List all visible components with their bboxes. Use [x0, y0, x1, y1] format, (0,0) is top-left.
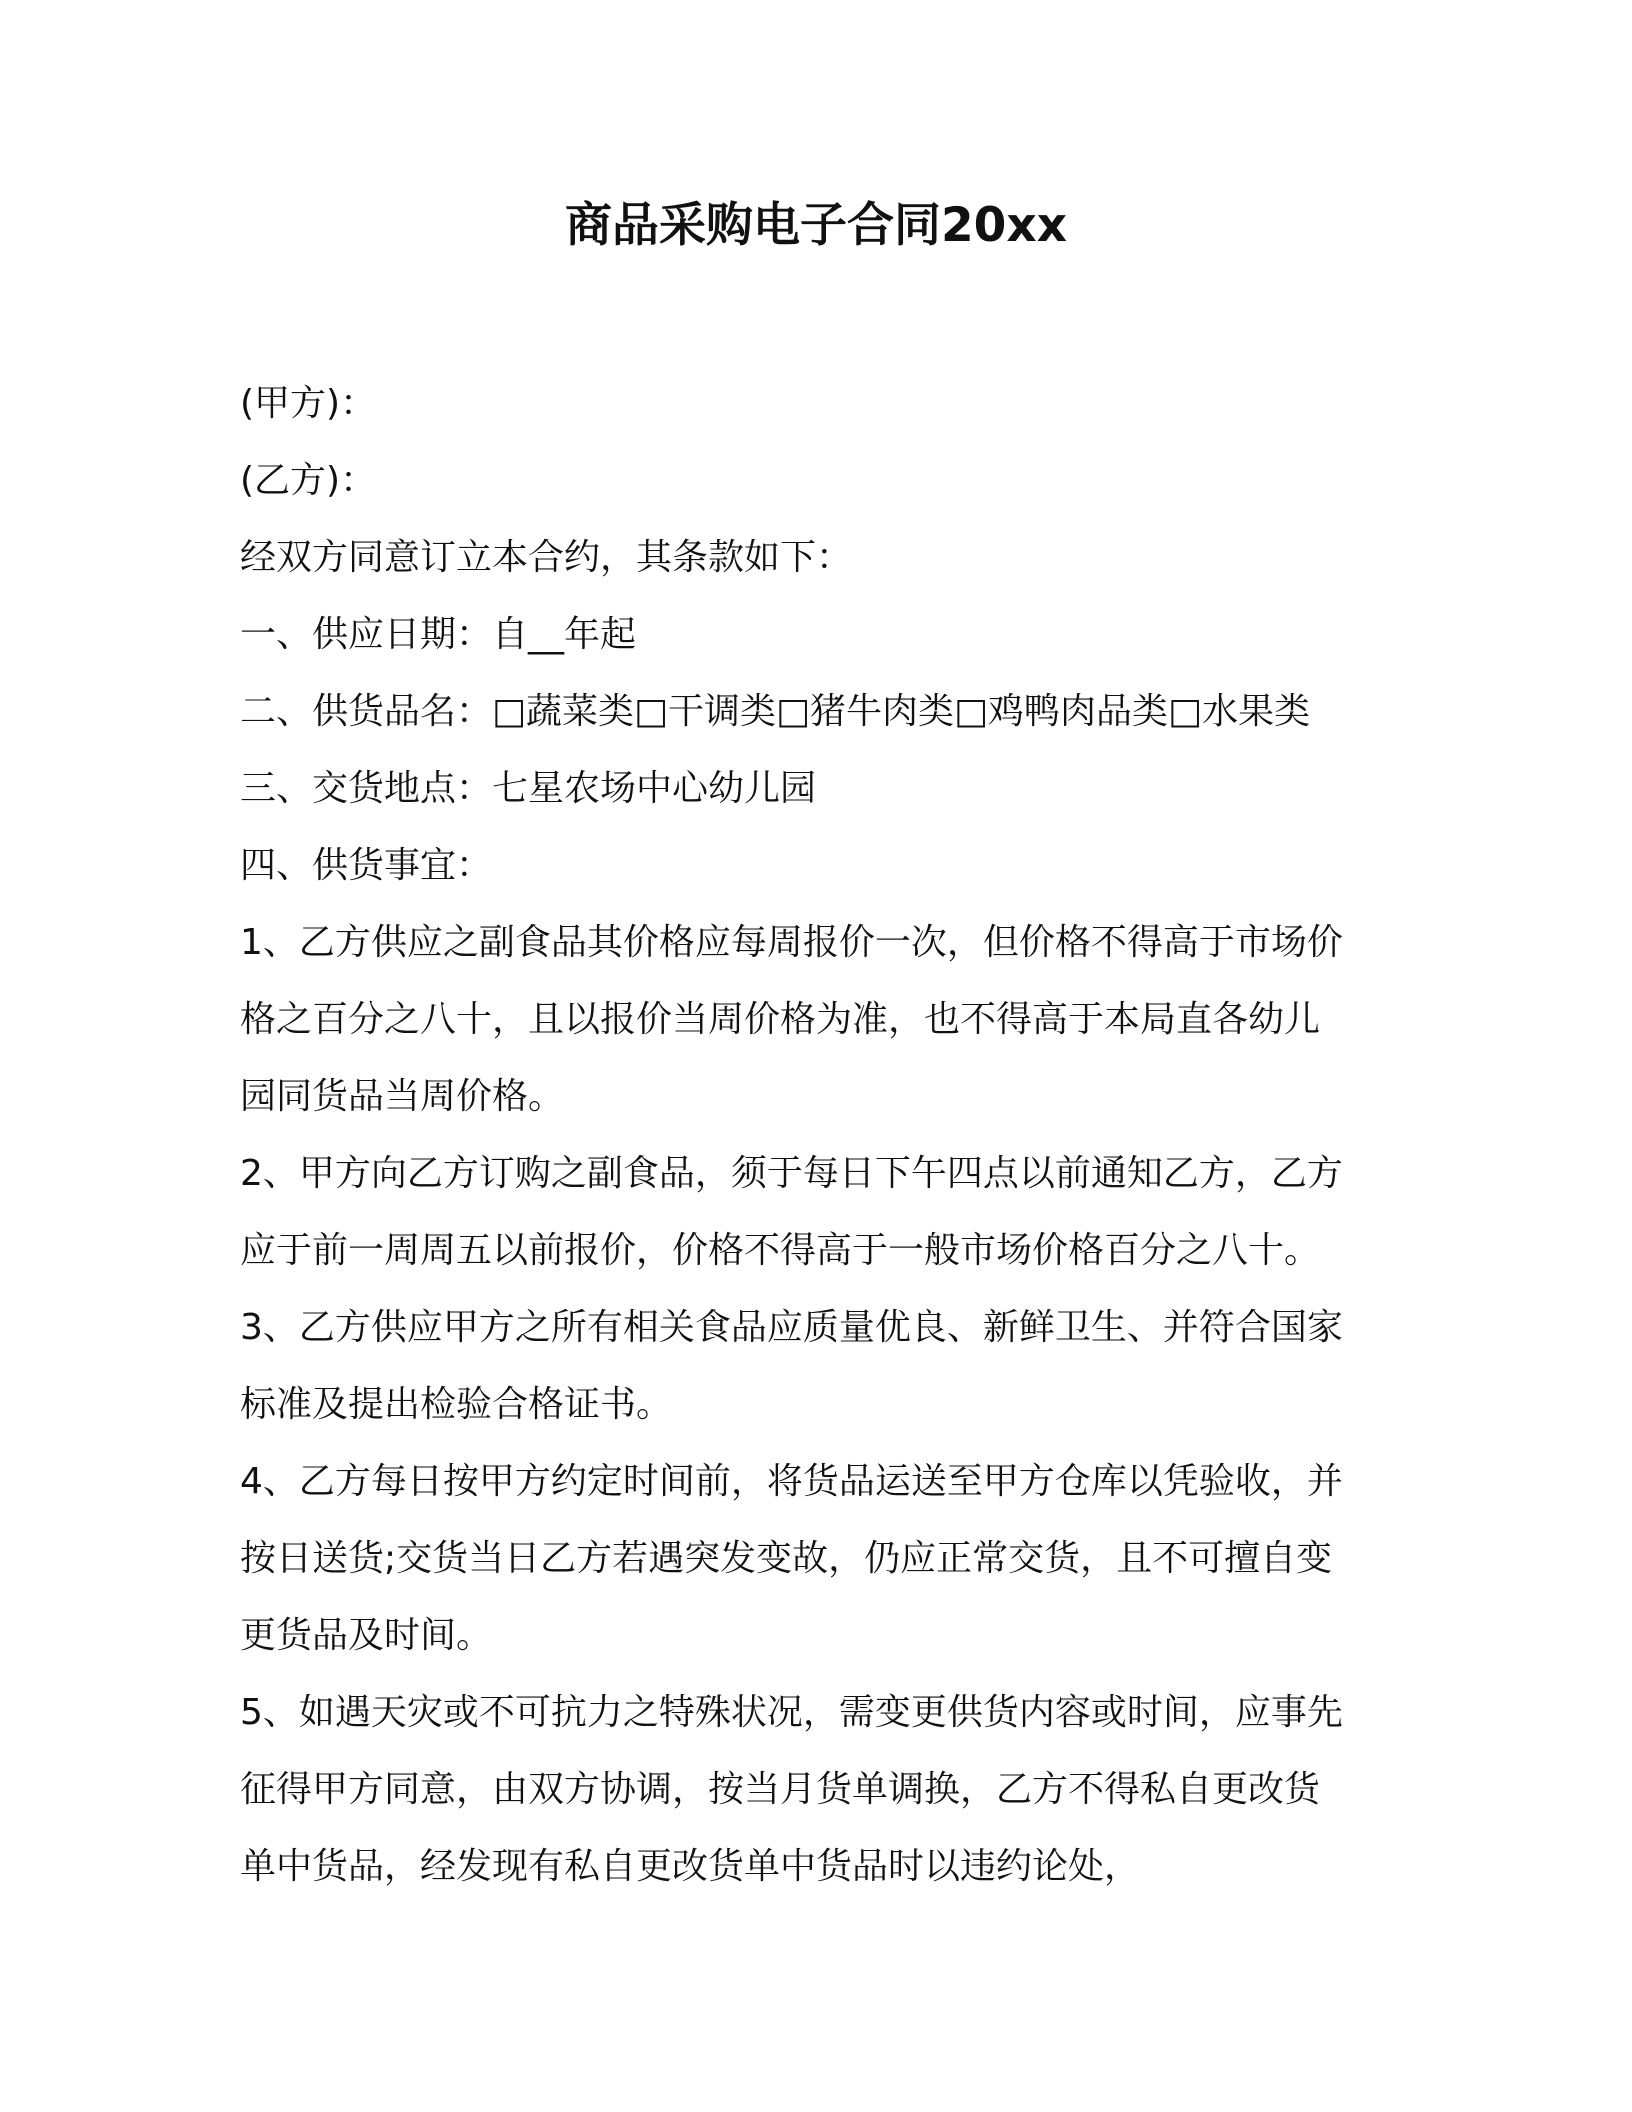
paragraph-line: 按日送货;交货当日乙方若遇突发变故，仍应正常交货，且不可擅自变	[240, 1538, 1333, 1579]
intro-line: 经双方同意订立本合约，其条款如下：	[240, 537, 853, 578]
party-b-line: (乙方)：	[240, 460, 377, 501]
clause-delivery-location: 三、交货地点：七星农场中心幼儿园	[240, 768, 817, 809]
document-body	[240, 365, 1380, 1905]
paragraph-line: 2、甲方向乙方订购之副食品，须于每日下午四点以前通知乙方，乙方	[240, 1153, 1343, 1194]
paragraph-line: 标准及提出检验合格证书。	[240, 1384, 673, 1425]
paragraph-line: 园同货品当周价格。	[240, 1076, 565, 1117]
clause-supply-date: 一、供应日期：自__年起	[240, 614, 637, 655]
paragraph-line: 1、乙方供应之副食品其价格应每周报价一次，但价格不得高于市场价	[240, 922, 1343, 963]
paragraph-line: 更货品及时间。	[240, 1615, 493, 1656]
paragraph-line: 单中货品，经发现有私自更改货单中货品时以违约论处，	[240, 1846, 1141, 1887]
clause-goods-names: 二、供货品名：□蔬菜类□干调类□猪牛肉类□鸡鸭肉品类□水果类	[240, 691, 1311, 732]
paragraph-line: 应于前一周周五以前报价，价格不得高于一般市场价格百分之八十。	[240, 1230, 1321, 1271]
party-a-line: (甲方)：	[240, 383, 377, 424]
paragraph-line: 格之百分之八十，且以报价当周价格为准，也不得高于本局直各幼儿	[240, 999, 1321, 1040]
clause-supply-matters: 四、供货事宜：	[240, 845, 493, 886]
document-title: 商品采购电子合同20xx	[564, 198, 1068, 253]
paragraph-line: 3、乙方供应甲方之所有相关食品应质量优良、新鲜卫生、并符合国家	[240, 1307, 1343, 1348]
paragraph-line: 征得甲方同意，由双方协调，按当月货单调换，乙方不得私自更改货	[240, 1769, 1321, 1810]
paragraph-line: 4、乙方每日按甲方约定时间前，将货品运送至甲方仓库以凭验收，并	[240, 1461, 1343, 1502]
paragraph-line: 5、如遇天灾或不可抗力之特殊状况，需变更供货内容或时间，应事先	[240, 1692, 1343, 1733]
